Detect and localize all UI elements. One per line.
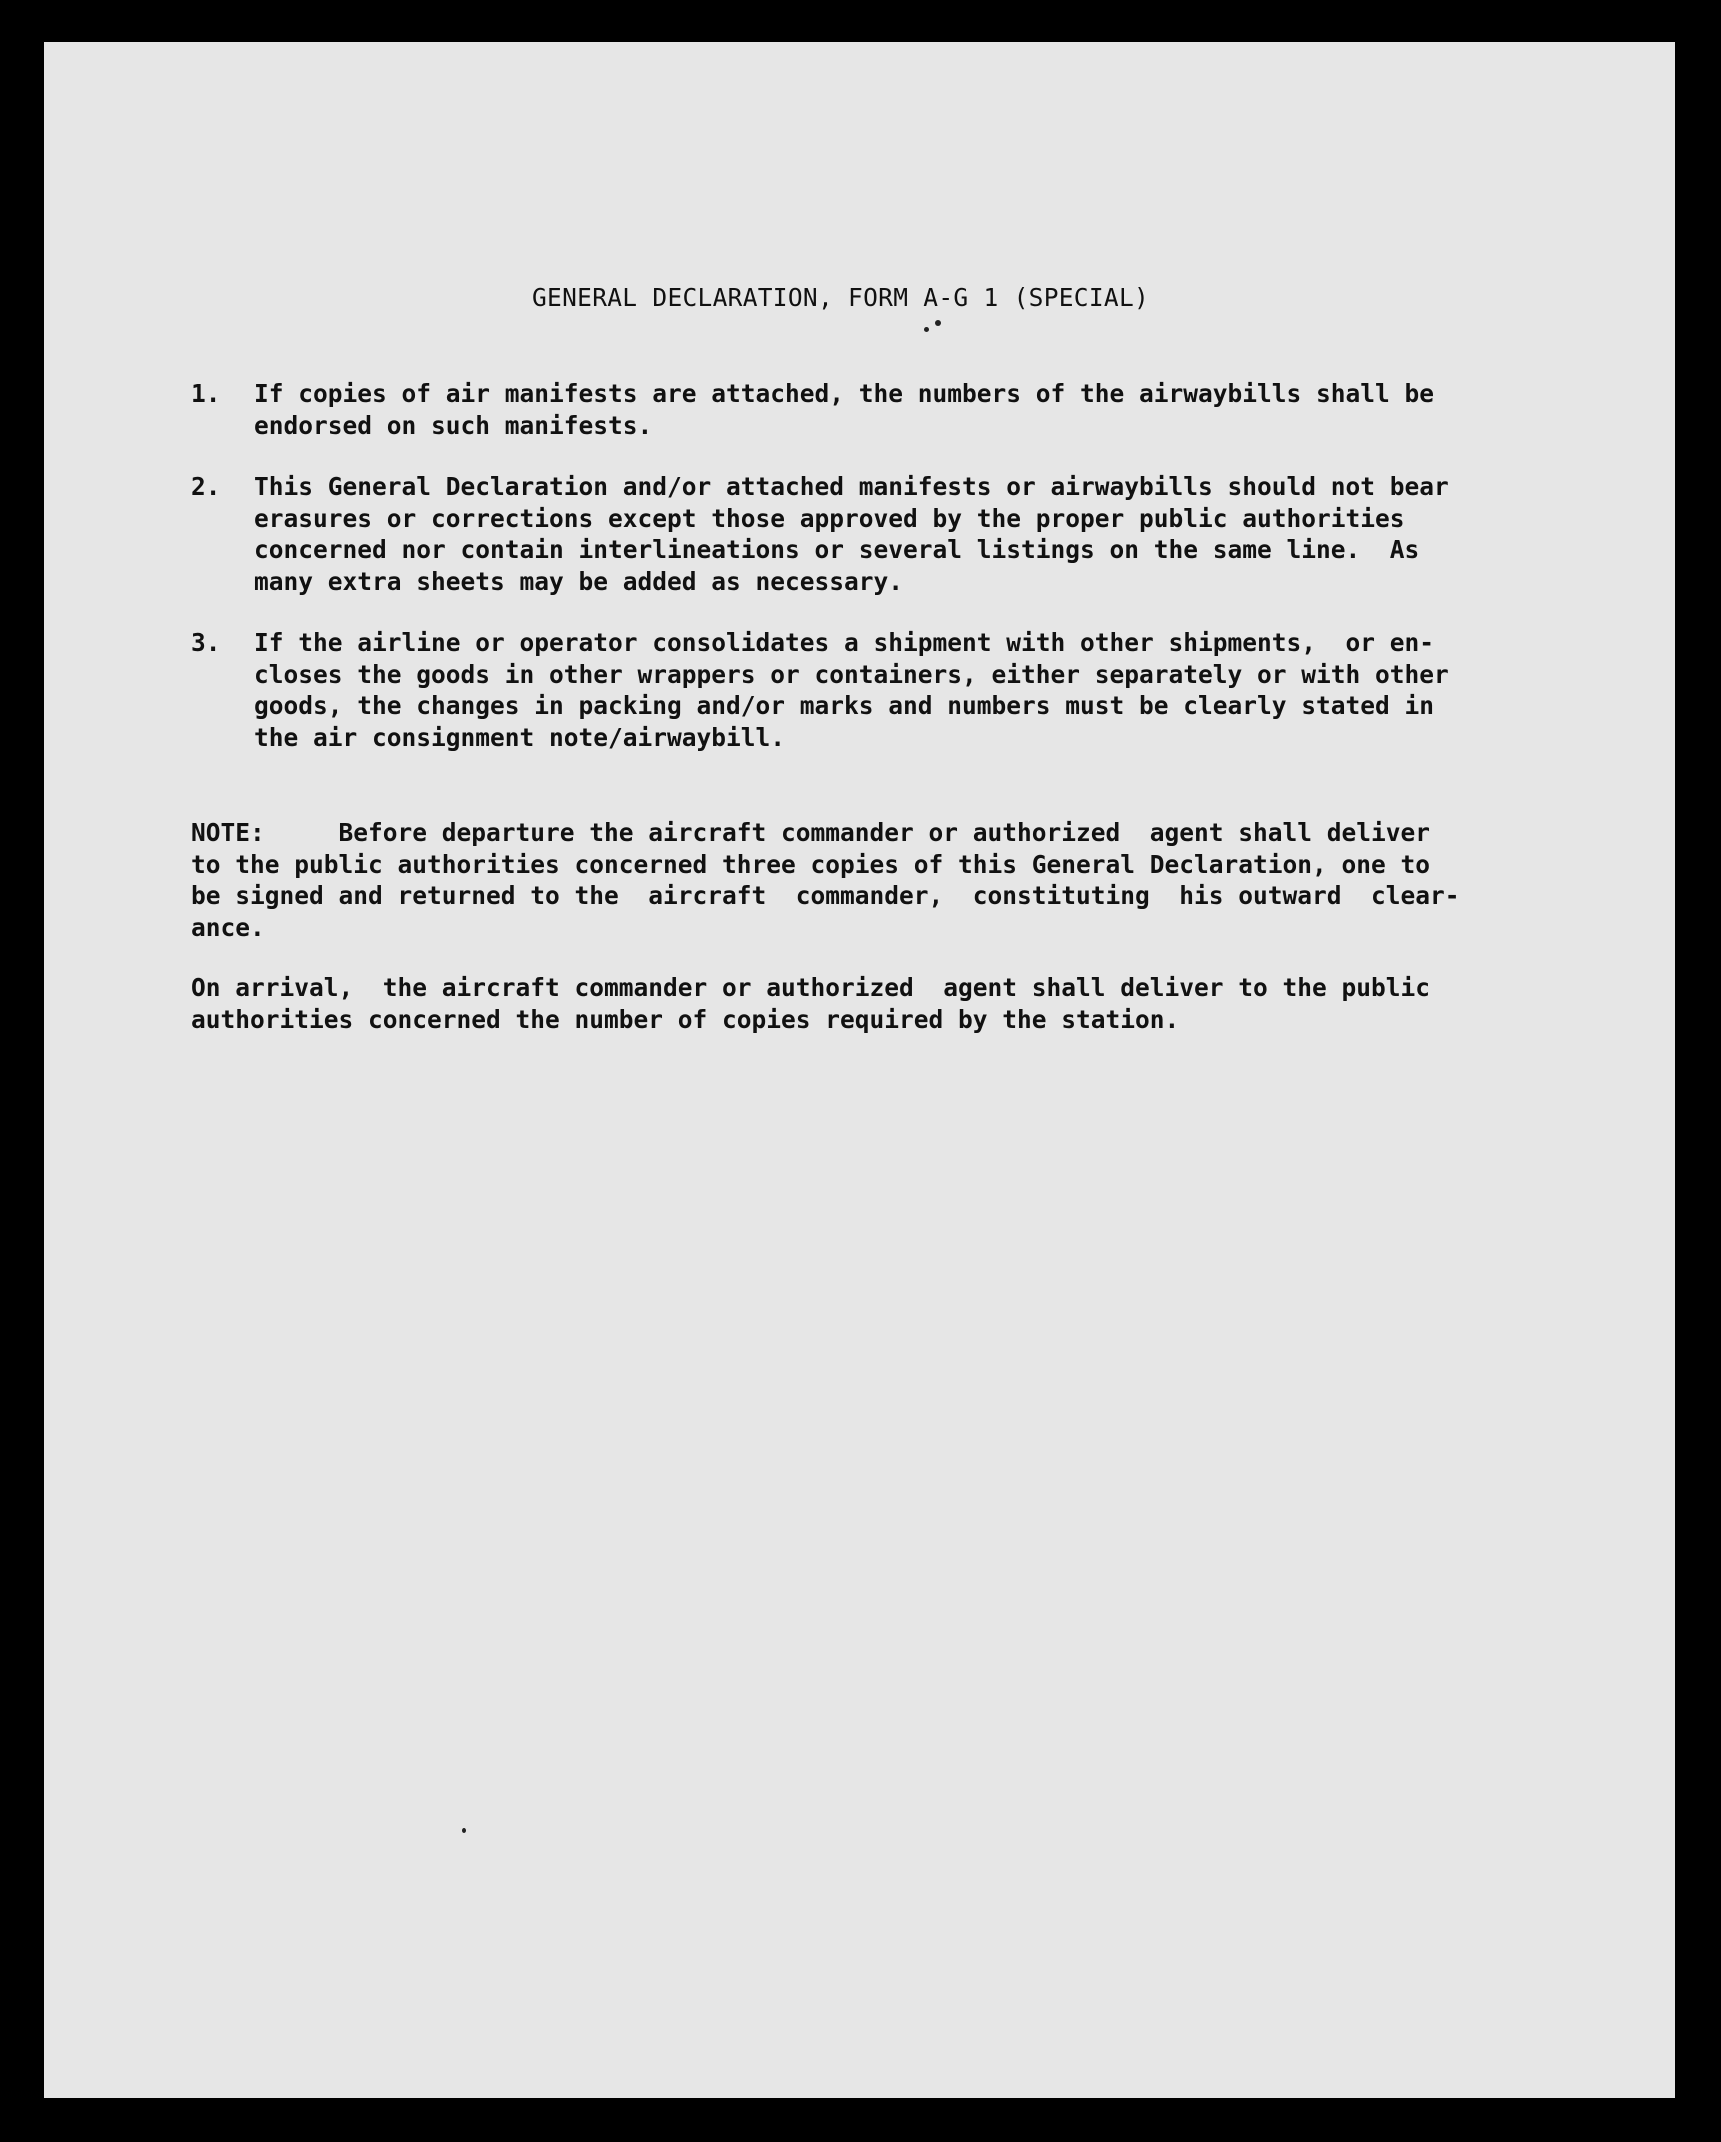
- arrival-line: On arrival, the aircraft commander or authorized agent shall deliver to the public: [191, 973, 1431, 1002]
- item-line: If copies of air manifests are attached, the numbers of the airwaybills shall be: [254, 379, 1435, 408]
- item-number: 1.: [191, 379, 221, 408]
- ink-speck: [924, 327, 929, 332]
- note-line: to the public authorities concerned three copies of this General Declaration, one to: [191, 849, 1431, 879]
- item-number: 2.: [191, 472, 221, 501]
- ink-speck: [935, 320, 941, 326]
- document-title: GENERAL DECLARATION, FORM A-G 1 (SPECIAL): [532, 283, 1150, 312]
- item-line: the air consignment note/airwaybill.: [254, 722, 786, 752]
- ink-speck: [462, 1828, 466, 1833]
- item-line: If the airline or operator consolidates a shipment with other shipments, or en-: [254, 628, 1435, 657]
- item-body: [254, 471, 1449, 597]
- item-number: 3.: [191, 628, 221, 657]
- item-body: [254, 627, 1449, 753]
- arrival-paragraph: [191, 972, 1430, 1035]
- note-line: NOTE: Before departure the aircraft commander or authorized agent shall deliver: [191, 818, 1431, 847]
- arrival-line: authorities concerned the number of copies required by the station.: [191, 1004, 1180, 1034]
- document-page: [44, 42, 1675, 2098]
- note-line: ance.: [191, 912, 265, 942]
- item-line: concerned nor contain interlineations or several listings on the same line. As: [254, 535, 1420, 564]
- item-line: closes the goods in other wrappers or containers, either separately or with other: [254, 659, 1449, 689]
- note-paragraph: [191, 817, 1460, 943]
- note-line: be signed and returned to the aircraft commander, constituting his outward clear-: [191, 881, 1460, 910]
- item-line: goods, the changes in packing and/or marks and numbers must be clearly stated in: [254, 691, 1435, 720]
- item-line: endorsed on such manifests.: [254, 410, 653, 440]
- item-line: many extra sheets may be added as necessary.: [254, 566, 904, 596]
- item-line: This General Declaration and/or attached manifests or airwaybills should not bear: [254, 472, 1449, 501]
- item-body: [254, 378, 1434, 441]
- item-line: erasures or corrections except those approved by the proper public authorities: [254, 503, 1405, 533]
